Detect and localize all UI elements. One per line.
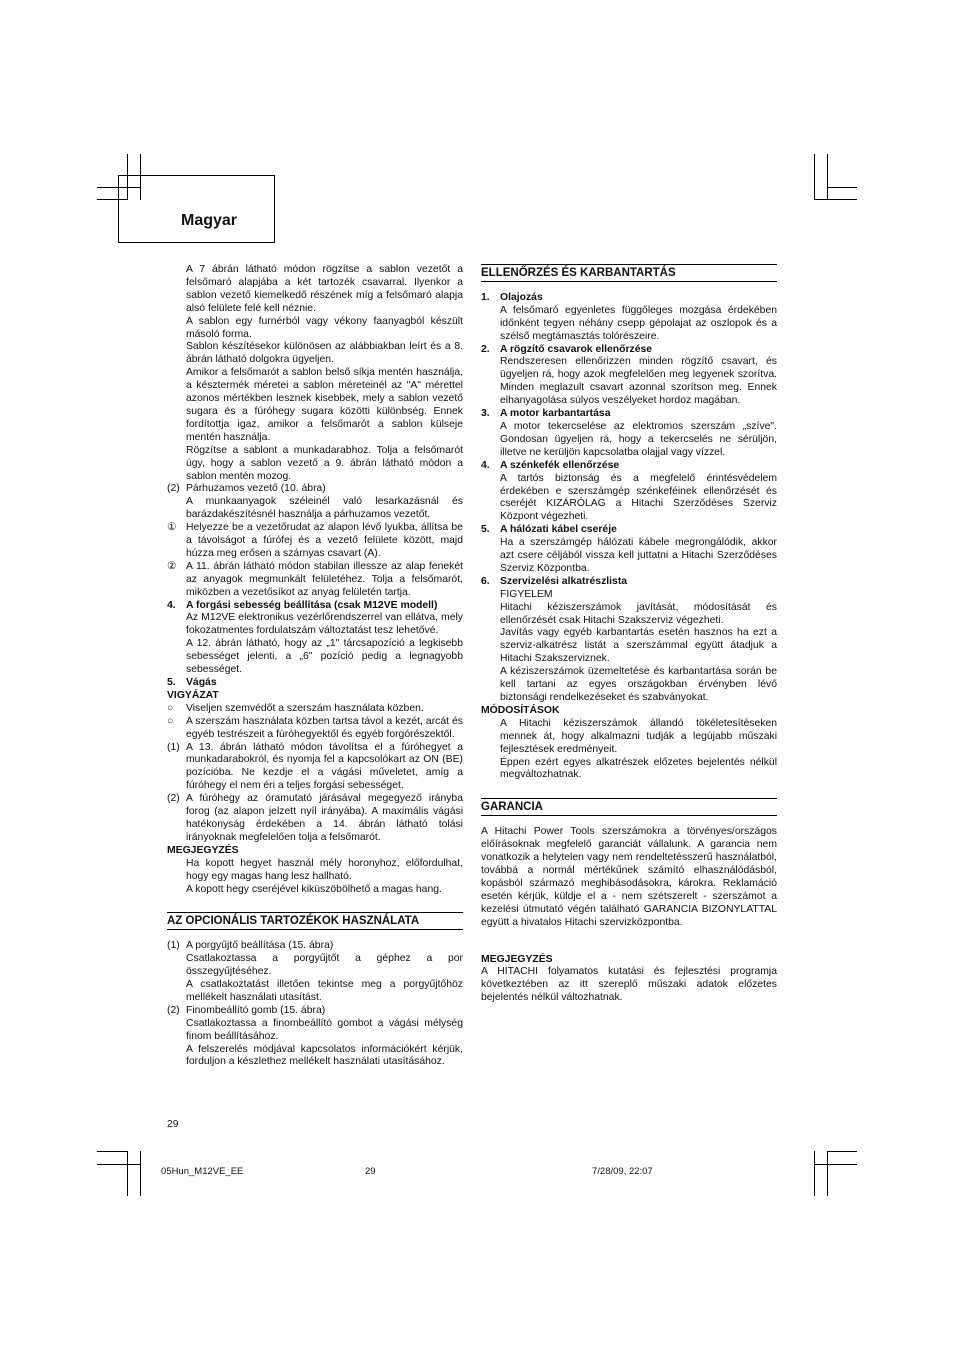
footer-filename: 05Hun_M12VE_EE	[161, 1166, 244, 1177]
paragraph: Csatlakoztassa a porgyűjtőt a géphez a por összegyűjtéséhez.	[186, 953, 463, 978]
footer-page: 29	[365, 1166, 376, 1177]
paragraph: A kéziszerszámok üzemeltetése és karbantartása során be kell tartani az egyes országokban érvényben lévő biztonsági rendelkezéseket és szabványokat.	[500, 666, 777, 703]
section-heading: 3. A motor karbantartása	[481, 408, 611, 420]
paragraph: A felszerelés módjával kapcsolatos információkért kérjük, forduljon a készlethez mellékelt használati utasításához.	[186, 1043, 463, 1068]
list-item: (2) A fúróhegy az óramutató járásával megegyező irányba forog (az alapon jelzett nyíl irányába). A maximális vágási hatékonyság érdekében a 14. ábrán látható tolási irányoknak megfelelően tolja a felsőmarót.	[167, 793, 463, 843]
section-heading: 1. Olajozás	[481, 291, 543, 303]
paragraph: A sablon egy furnérból vagy vékony faanyagból készült másoló forma.	[186, 315, 463, 340]
section-title: ELLENŐRZÉS ÉS KARBANTARTÁS	[481, 264, 777, 282]
paragraph: A Hitachi Power Tools szerszámokra a törvényes/országos előírásoknak megfelelő garanciát vállalunk. A garancia nem vonatkozik a helytelen vagy nem rendeltetésszerű használatból, továbbá a normál mértékűnek számító elhasználódásból, kopásból származó meghibásodásokra, károkra. Reklamáció esetén kérjük, küldje el a - nem szétszerelt - szerszámot a kezelési útmutató végén található GARANCIA BIZONYLATTAL együtt a hivatalos Hitachi szervizközpontba.	[481, 826, 777, 928]
paragraph: Javítás vagy egyéb karbantartás esetén hasznos ha ezt a szerviz-alkatrész listát a szerszámmal együtt átadjuk a Hitachi Szakszerviznek.	[500, 627, 777, 665]
paragraph: Amikor a felsőmarót a sablon belső síkja mentén használja, a késztermék méretei a sablon méreteinél az "A" mérettel azonos mértékben lesznek kisebbek, mely a sablon vezető sugara és a fúróhegy sugara közötti különbség. Ennek fordítottja igaz, amikor a felsőmarót a sablon külseje mentén használja.	[186, 367, 463, 443]
paragraph: A felsőmaró egyenletes függőleges mozgása érdekében időnként tegyen néhány csepp gépolajat az oszlopok és a szélső megtámasztás tolórészeire.	[500, 304, 777, 342]
paragraph: Ha kopott hegyet használ mély horonyhoz, előfordulhat, hogy egy magas hang lesz hallható.	[186, 857, 463, 882]
paragraph: Hitachi kéziszerszámok javítását, módosítását és ellenőrzését csak Hitachi Szakszerviz végezheti.	[500, 601, 777, 626]
paragraph: Az M12VE elektronikus vezérlőrendszerrel van ellátva, mely fokozatmentes fordulatszám változtatást tesz lehetővé.	[186, 612, 463, 637]
paragraph: A munkaanyagok széleinél való lesarkazásnál és barázdakészítésnél használja a párhuzamos vezetőt.	[186, 496, 463, 521]
note-label: MEGJEGYZÉS	[167, 844, 239, 856]
section-heading: 4. A forgási sebesség beállítása (csak M12VE modell)	[167, 599, 438, 611]
page-number: 29	[167, 1119, 179, 1130]
list-item: (2) Finombeállító gomb (15. ábra)	[167, 1004, 326, 1016]
note-label: MEGJEGYZÉS	[481, 953, 553, 965]
section-heading: 4. A szénkefék ellenőrzése	[481, 459, 620, 471]
paragraph: Rendszeresen ellenőrizzen minden rögzítő csavart, és ügyeljen rá, hogy azok megfelelően meg legyenek szorítva. Minden meglazult csavart azonnal szorítson meg. Ennek elhanyagolása súlyos veszélyeket hordoz magában.	[500, 356, 777, 407]
paragraph: A motor tekercselése az elektromos szerszám „szíve". Gondosan ügyeljen rá, hogy a tekercselés ne sérüljön, illetve ne kerüljön kapcsolatba olajjal vagy vízzel.	[500, 420, 777, 458]
language-title: Magyar	[181, 212, 238, 229]
paragraph: Sablon készítésekor különösen az alábbiakban leírt és a 8. ábrán látható dolgokra ügyeljen.	[186, 341, 463, 366]
section-heading: 6. Szervizelési alkatrészlista	[481, 575, 628, 587]
section-heading: 5. A hálózati kábel cseréje	[481, 524, 617, 536]
paragraph: Éppen ezért egyes alkatrészek előzetes bejelentés nélkül megváltozhatnak.	[500, 756, 777, 781]
list-item: ○ Viseljen szemvédőt a szerszám használata közben.	[167, 702, 424, 714]
warning-label: FIGYELEM	[500, 588, 553, 600]
list-item: ② A 11. ábrán látható módon stabilan illessze az alap fenekét az anyagok megmunkált felületéhez. Tolja a felsőmarót, miközben a vezetősíkot az anyag felületén tartja.	[167, 560, 463, 598]
paragraph: A kopott hegy cseréjével kiküszöbölhető a magas hang.	[186, 883, 442, 895]
paragraph: Ha a szerszámgép hálózati kábele megrongálódik, akkor azt csere céljából vissza kell juttatni a Hitachi Szerződéses Szerviz Központba.	[500, 537, 777, 574]
footer-date: 7/28/09, 22:07	[592, 1166, 653, 1177]
list-item: (1) A porgyűjtő beállítása (15. ábra)	[167, 940, 334, 952]
list-item: (1) A 13. ábrán látható módon távolítsa el a fúróhegyet a munkadarabokról, és nyomja fel a kapcsolókart az ON (BE) pozícióba. Ne kezdje el a vágási műveletet, amíg a fúróhegy el nem éri a teljes forgási sebességet.	[167, 741, 463, 792]
list-item: ○ A szerszám használata közben tartsa távol a kezét, arcát és egyéb testrészeit a fúróhegyektől és egyéb forgórészektől.	[167, 715, 463, 740]
section-heading: 2. A rögzítő csavarok ellenőrzése	[481, 343, 653, 355]
right-column	[481, 264, 777, 1005]
section-heading: 5. Vágás	[167, 677, 217, 688]
paragraph: A Hitachi kéziszerszámok állandó tökéletesítéseken mennek át, hogy alkalmazni tudják a legújabb műszaki fejlesztések eredményeit.	[500, 717, 777, 755]
section-title: GARANCIA	[481, 798, 777, 816]
paragraph: A csatlakoztatást illetően tekintse meg a porgyűjtőhöz mellékelt használati utasítást.	[186, 979, 463, 1003]
left-column	[167, 264, 463, 1069]
paragraph: A 12. ábrán látható, hogy az „1" tárcsapozíció a legkisebb sebességet jelenti, a „6" pozíció pedig a legnagyobb sebességet.	[186, 638, 463, 676]
paragraph: Rögzítse a sablont a munkadarabhoz. Tolja a felsőmarót úgy, hogy a sablon vezető a 9. ábrán látható módon a sablon mentén mozog.	[186, 444, 463, 482]
list-item: ① Helyezze be a vezetőrudat az alapon lévő lyukba, állítsa be a távolságot a fúrófej és a vezető felülete között, majd húzza meg erősen a szárnyas csavart (A).	[167, 522, 463, 559]
paragraph: A 7 ábrán látható módon rögzítse a sablon vezetőt a felsőmaró alapjába a két tartozék csavarral. Ilyenkor a sablon vezető kiemelkedő részének míg a felsőmaró alapja alsó felülete felé kell néznie.	[186, 264, 463, 314]
caution-label: VIGYÁZAT	[167, 689, 219, 701]
list-item: (2) Párhuzamos vezető (10. ábra)	[167, 483, 326, 495]
paragraph: Csatlakoztassa a finombeállító gombot a vágási mélység finom beállításához.	[186, 1017, 463, 1042]
paragraph: A HITACHI folyamatos kutatási és fejlesztési programja következtében az itt szereplő műszaki adatok előzetes bejelentés nélkül változhatnak.	[481, 966, 777, 1004]
paragraph: A tartós biztonság és a megfelelő érintésvédelem érdekében e szerszámgép szénkeféinek ellenőrzését és cseréjét KIZÁRÓLAG a Hitachi Szerződéses Szerviz Központ végezheti.	[500, 472, 777, 523]
modifications-label: MÓDOSÍTÁSOK	[481, 704, 560, 716]
language-tab	[118, 175, 275, 243]
section-title: AZ OPCIONÁLIS TARTOZÉKOK HASZNÁLATA	[167, 912, 463, 930]
